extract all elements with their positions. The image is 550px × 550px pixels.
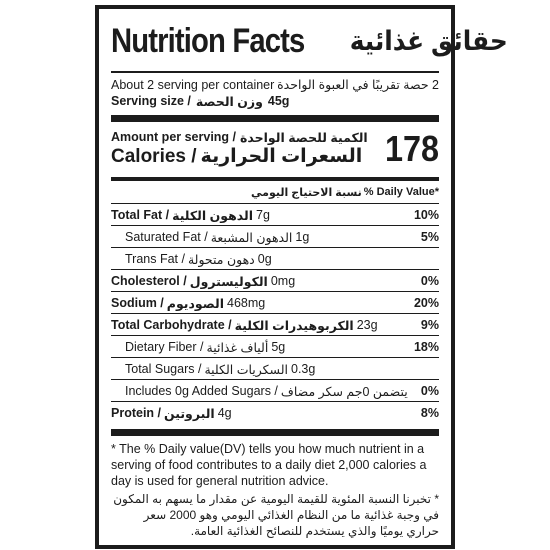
nutrient-label xyxy=(111,340,285,355)
calories-label-arabic: السعرات الحرارية xyxy=(200,146,363,167)
nutrient-amount: 4g xyxy=(217,406,232,420)
nutrient-label xyxy=(111,406,232,421)
nutrient-name-arabic: يتضمن 0جم سكر مضاف xyxy=(280,384,408,399)
serving-size-arabic: وزن الحصة xyxy=(195,94,263,109)
nutrient-name-english: Dietary Fiber / xyxy=(125,340,204,354)
title-arabic: حقائق غذائية xyxy=(349,25,508,56)
nutrient-name-arabic: الكربوهيدرات الكلية xyxy=(234,318,354,333)
nutrient-name-english: Saturated Fat / xyxy=(125,230,208,244)
nutrient-daily-value: 10% xyxy=(413,208,439,222)
nutrient-name-english: Trans Fat / xyxy=(125,252,185,266)
nutrient-row xyxy=(111,313,439,336)
nutrient-name-english: Cholesterol / xyxy=(111,274,187,288)
footnote-arabic: * تخبرنا النسبة المئوية للقيمة اليومية عن مقدار ما يسهم به المكون في وجبة غذائية ما من النظام الغذائي اليومي وهو 2000 سعر حراري يوميًا والذي يستخدم للنصائح الغذائية العامة. xyxy=(113,492,439,538)
nutrient-name-english: Total Fat / xyxy=(111,208,170,222)
nutrient-label xyxy=(111,252,272,267)
nutrient-amount: 1g xyxy=(295,230,310,244)
nutrient-name-arabic: الكوليسترول xyxy=(189,274,268,289)
bottom-thick-divider xyxy=(111,429,439,436)
divider xyxy=(111,71,439,73)
nutrient-label xyxy=(111,230,309,245)
nutrient-name-english: Total Carbohydrate / xyxy=(111,318,232,332)
medium-divider xyxy=(111,177,439,181)
nutrient-row xyxy=(111,247,439,270)
nutrient-name-arabic: السكريات الكلية xyxy=(204,362,288,377)
nutrient-row xyxy=(111,203,439,226)
nutrient-row xyxy=(111,225,439,248)
nutrient-row xyxy=(111,401,439,424)
nutrient-label xyxy=(111,318,378,333)
nutrient-row xyxy=(111,291,439,314)
nutrient-label xyxy=(111,296,265,311)
nutrient-row xyxy=(111,357,439,380)
nutrient-label xyxy=(111,208,270,223)
nutrient-daily-value: 0% xyxy=(420,384,439,398)
calories-block xyxy=(111,125,439,173)
nutrient-name-arabic: ألياف غذائية xyxy=(206,340,269,355)
nutrient-amount: 0.3g xyxy=(291,362,316,376)
nutrient-name-arabic: الدهون الكلية xyxy=(172,208,253,223)
servings-english: About 2 serving per container xyxy=(111,77,275,92)
nutrient-row xyxy=(111,379,439,402)
nutrient-name-english: Protein / xyxy=(111,406,162,420)
nutrient-amount: 5g xyxy=(271,340,286,354)
nutrient-name-english: Includes 0g Added Sugars / xyxy=(125,384,278,398)
nutrient-name-english: Total Sugars / xyxy=(125,362,202,376)
nutrient-label xyxy=(111,362,315,377)
nutrient-label xyxy=(111,274,295,289)
daily-value-header xyxy=(111,183,439,201)
title-english: Nutrition Facts xyxy=(111,21,305,60)
calories-value: 178 xyxy=(384,128,439,169)
nutrient-amount: 23g xyxy=(356,318,378,332)
nutrient-amount: 7g xyxy=(256,208,270,222)
nutrient-daily-value: 18% xyxy=(413,340,439,354)
nutrient-label xyxy=(111,384,411,399)
nutrient-amount: 468mg xyxy=(227,296,266,310)
nutrient-amount: 0g xyxy=(257,252,272,266)
footnote-english: * The % Daily value(DV) tells you how much nutrient in a serving of food contributes to a daily diet 2,000 calories a day is used for general nutrition advice. xyxy=(111,442,427,488)
amount-per-serving-english: Amount per serving / xyxy=(111,130,237,144)
nutrient-name-arabic: الدهون المشبعة xyxy=(210,230,293,245)
amount-per-serving-arabic: الكمية للحصة الواحدة xyxy=(240,131,368,145)
nutrition-facts-label xyxy=(95,5,508,549)
nutrient-name-english: Sodium / xyxy=(111,296,164,310)
nutrient-row xyxy=(111,269,439,292)
title-row xyxy=(111,15,508,67)
servings-row xyxy=(111,77,439,92)
thick-divider xyxy=(111,115,439,122)
nutrient-name-arabic: الصوديوم xyxy=(166,296,225,311)
nutrient-daily-value: 5% xyxy=(420,230,439,244)
calories-label-english: Calories / xyxy=(111,146,197,167)
daily-value-arabic: نسبة الاحتياج اليومي xyxy=(251,186,362,199)
daily-value-english: % Daily Value* xyxy=(363,186,439,198)
nutrient-name-arabic: البروتين xyxy=(164,406,215,421)
nutrient-name-arabic: دهون متحولة xyxy=(187,252,255,267)
serving-size-row xyxy=(111,93,439,109)
nutrient-amount: 0mg xyxy=(270,274,296,288)
nutrient-row xyxy=(111,335,439,358)
serving-size-value: 45g xyxy=(267,94,290,108)
serving-size-english: Serving size / xyxy=(111,94,191,108)
nutrient-daily-value: 8% xyxy=(420,406,439,420)
nutrient-daily-value: 9% xyxy=(420,318,439,332)
nutrient-daily-value: 0% xyxy=(420,274,439,288)
servings-arabic: 2 حصة تقريبًا في العبوة الواحدة xyxy=(277,78,439,92)
nutrient-daily-value: 20% xyxy=(413,296,439,310)
